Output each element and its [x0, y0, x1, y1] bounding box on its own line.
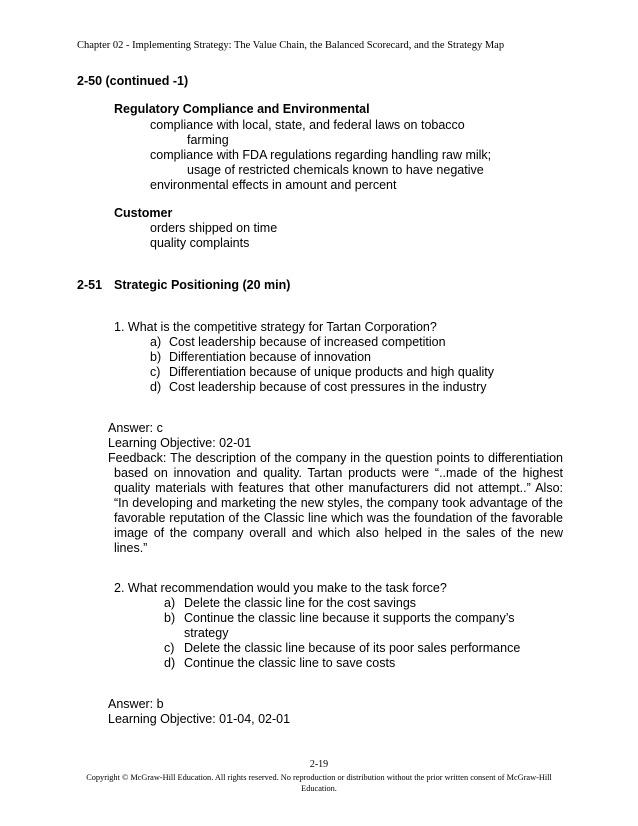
option-letter: d): [150, 380, 162, 394]
feedback-line: based on innovation and quality. Tartan products were “..made of the highest: [114, 466, 563, 480]
answer-1: Answer: c: [108, 421, 163, 435]
customer-line: orders shipped on time: [150, 221, 278, 235]
question-1: 1. What is the competitive strategy for Tartan Corporation?: [114, 320, 437, 334]
learning-objective-2: Learning Objective: 01-04, 02-01: [108, 712, 291, 726]
option-letter: d): [164, 656, 176, 670]
customer-heading: Customer: [114, 206, 173, 220]
running-header: Chapter 02 - Implementing Strategy: The Value Chain, the Balanced Scorecard, and the Strategy Map: [77, 40, 505, 51]
option-letter: a): [150, 335, 162, 349]
regulatory-heading: Regulatory Compliance and Environmental: [114, 102, 370, 116]
option-letter: c): [164, 641, 175, 655]
problem-title: Strategic Positioning (20 min): [114, 278, 291, 292]
copyright-notice: Copyright © McGraw-Hill Education. All rights reserved. No reproduction or distribution without the prior written consent of McGraw-Hill Education.: [86, 773, 552, 793]
option-text: Cost leadership because of increased competition: [169, 335, 446, 349]
option-letter: b): [150, 350, 162, 364]
feedback-line: quality materials with features that other manufacturers did not attempt..” Also:: [114, 481, 563, 495]
feedback-line: lines.”: [114, 541, 148, 555]
regulatory-line: compliance with local, state, and federal laws on tobacco: [150, 118, 465, 132]
option-letter: c): [150, 365, 161, 379]
regulatory-line: usage of restricted chemicals known to have negative: [187, 163, 484, 177]
customer-line: quality complaints: [150, 236, 250, 250]
answer-2: Answer: b: [108, 697, 164, 711]
option-text: Continue the classic line because it supports the company’s: [184, 611, 515, 625]
option-text: Differentiation because of unique products and high quality: [169, 365, 494, 379]
section-heading-2-50: 2-50 (continued -1): [77, 74, 189, 88]
problem-number: 2-51: [77, 278, 103, 292]
feedback-line: “In developing and marketing the new styles, the company took advantage of the: [114, 496, 563, 510]
feedback-line: Feedback: The description of the company in the question points to differentiation: [108, 451, 563, 465]
feedback-line: image of the company overall and which also helped in the sales of the new: [114, 526, 563, 540]
option-text: Delete the classic line for the cost savings: [184, 596, 417, 610]
page-number: 2-19: [309, 759, 329, 770]
learning-objective-1: Learning Objective: 02-01: [108, 436, 252, 450]
regulatory-line: farming: [187, 133, 229, 147]
question-2: 2. What recommendation would you make to the task force?: [114, 581, 447, 595]
option-letter: b): [164, 611, 176, 625]
option-text: strategy: [184, 626, 229, 640]
option-text: Differentiation because of innovation: [169, 350, 371, 364]
feedback-line: favorable reputation of the Classic line which was the foundation of the favorable: [114, 511, 563, 525]
option-text: Continue the classic line to save costs: [184, 656, 396, 670]
option-letter: a): [164, 596, 176, 610]
regulatory-line: environmental effects in amount and percent: [150, 178, 397, 192]
regulatory-line: compliance with FDA regulations regarding handling raw milk;: [150, 148, 492, 162]
option-text: Cost leadership because of cost pressures in the industry: [169, 380, 487, 394]
option-text: Delete the classic line because of its poor sales performance: [184, 641, 521, 655]
